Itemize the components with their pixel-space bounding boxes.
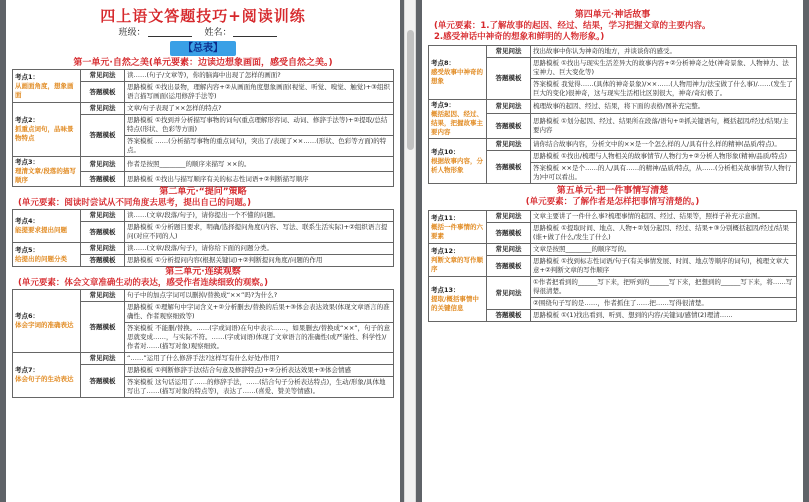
category-label: 答题模板 <box>487 58 531 100</box>
kp4-cell: 考点4： 能提要求提出问题 <box>13 210 81 243</box>
kp12-template: 思路模板 ①找到标志性词语/句子(有关事情发展、时间、地点等顺序的词句)，梳理文章大意+②判断文章的写作顺序 <box>531 256 797 277</box>
kp2-template: 思路模板 ①找到并分析描写事物的词句(重点理解形容词、动词、修辞手法等)+②提取/总结特点(形状、色彩等方面) <box>125 115 394 136</box>
category-label: 答题模板 <box>81 115 125 157</box>
unit5-table <box>428 210 797 322</box>
category-label: 答题模板 <box>487 151 531 184</box>
kp12-question: 文章是按照________的顺序写的。 <box>531 244 797 256</box>
kp7-question: “……”运用了什么修辞手法?这样写有什么好处/作用? <box>125 353 394 365</box>
category-label: 答题模板 <box>487 114 531 139</box>
kp1-question: 读……(句子/文章等)，你的脑海中出现了怎样的画面? <box>125 70 394 82</box>
kp11-question: 文章主要讲了一件什么事?梳理事情的起因、经过、结果等，照样子补充示意图。 <box>531 211 797 223</box>
kp8-answer: 答案模板 我觉得……(具体的神奇景象)/××……(人物用神力/法宝做了什么事)/……(发生了巨大的变化)很神奇，这与现实生活相比区别很大，神奇/奇幻极了。 <box>531 79 797 100</box>
kp11-template: 思路模板 ①提取时间、地点、人物+②划分起因、经过、结果+③分别概括起因/经过/结果(谁+做了什么/发生了什么) <box>531 223 797 244</box>
unit2-requirement: (单元要素：阅读时尝试从不同角度去思考，提出自己的问题。) <box>18 198 252 208</box>
kp8-cell: 考点8： 感受故事中神奇的想象 <box>429 46 487 100</box>
kp9-question: 梳理故事的起因、经过、结果，将下面的表格/图补充完整。 <box>531 100 797 114</box>
unit3-requirement: (单元要素：体会文章准确生动的表达，感受作者连续细致的观察。) <box>18 278 269 288</box>
student-info-line <box>12 26 394 40</box>
category-label: 常见问法 <box>81 243 125 255</box>
category-label: 答题模板 <box>81 172 125 187</box>
unit4-table <box>428 45 797 184</box>
kp9-cell: 考点9： 概括起因、经过、结果，把握故事主要内容 <box>429 100 487 139</box>
category-label: 常见问法 <box>81 290 125 302</box>
kp13-question-1: ①作者把看到的______写下来，把听到的______写下来，把想到的______写下来，将……写得很清楚。 <box>531 277 797 298</box>
kp3-question: 作者是按照________的顺序来描写 ××的。 <box>125 157 394 172</box>
kp6-answer: 答案模板 不能删/替换。……(字或词语)在句中表示……，如果删去/替换成“××”，句子的意思就变成……，与实际不符。……(字或词语)体现了文章语言的准确性(或严谨性、科学性)/作者对……(描写对象)观察细致。 <box>125 323 394 353</box>
category-label: 答题模板 <box>487 223 531 244</box>
kp12-cell: 考点12： 判断文章的写作顺序 <box>429 244 487 277</box>
category-label: 常见问法 <box>81 353 125 365</box>
kp1-cell: 考点1： 从画面角度，想象画面 <box>13 70 81 103</box>
category-label: 常见问法 <box>487 277 531 310</box>
category-label: 常见问法 <box>81 70 125 82</box>
kp6-cell: 考点6： 体会字词的准确表达 <box>13 290 81 353</box>
left-page <box>6 0 400 502</box>
kp2-cell: 考点2： 抓重点词句，品味景物特点 <box>13 103 81 157</box>
name-label: 姓名： <box>204 28 232 38</box>
category-label: 常见问法 <box>81 157 125 172</box>
kp5-cell: 考点5： 给提出的问题分类 <box>13 243 81 267</box>
class-label: 班级： <box>118 28 146 38</box>
kp3-cell: 考点3： 理清文章/段落的描写顺序 <box>13 157 81 187</box>
category-label: 常见问法 <box>487 100 531 114</box>
unit3-title: 第三单元·连续观察 <box>165 267 241 277</box>
right-page <box>422 0 803 502</box>
category-label: 常见问法 <box>81 103 125 115</box>
kp4-question: 读……(文章/段落/句子)，请你提出一个不懂的问题。 <box>125 210 394 222</box>
category-label: 常见问法 <box>487 244 531 256</box>
category-label: 常见问法 <box>487 46 531 58</box>
kp13-cell: 考点13： 提取/概括事情中的关键信息 <box>429 277 487 322</box>
category-label: 常见问法 <box>81 210 125 222</box>
document-title: 四上语文答题技巧+阅读训练 <box>100 7 306 25</box>
kp7-template: 思路模板 ①判断修辞手法(结合句意及修辞特点)+②分析表达效果+③体会情感 <box>125 365 394 377</box>
category-label: 答题模板 <box>81 365 125 398</box>
unit5-requirement: (单元要素：了解作者是怎样把事情写清楚的。) <box>525 197 700 207</box>
unit3-table <box>12 289 394 398</box>
scrollbar-thumb[interactable] <box>407 30 414 150</box>
category-label: 答题模板 <box>81 222 125 243</box>
category-label: 答题模板 <box>81 255 125 267</box>
kp2-answer: 答案模板 ……(分析描写事物的重点词句)，突出了/表现了××……(形状、色彩等方面)的特点。 <box>125 136 394 157</box>
unit4-title: 第四单元·神话故事 <box>574 10 651 20</box>
class-blank[interactable] <box>148 28 192 37</box>
unit1-title: 第一单元·自然之美(单元要素：边读边想象画面，感受自然之美。) <box>73 58 333 68</box>
category-label: 常见问法 <box>487 139 531 151</box>
kp11-cell: 考点11： 概括一件事情的六要素 <box>429 211 487 244</box>
category-label: 常见问法 <box>487 211 531 223</box>
kp2-question: 文章/句子表现了××怎样的特点? <box>125 103 394 115</box>
unit5-title: 第五单元·把一件事情写清楚 <box>556 186 669 196</box>
kp7-answer: 答案模板 这句话运用了……的修辞手法，……(结合句子分析表达特点)，生动/形象/具体地写出了……(描写对象的特点等)，表达了……(喜爱、赞美等情感)。 <box>125 377 394 398</box>
kp10-question: 请你结合故事内容，分析文中的××是一个怎么样的人/具有什么样的精神(品质/特点)。 <box>531 139 797 151</box>
unit4-requirement-1: (单元要素：1.了解故事的起因、经过、结果，学习把握文章的主要内容。 <box>434 21 711 31</box>
kp13-question-2: ②围绕句子写的是……，作者抓住了……把……写得很清楚。 <box>531 298 797 310</box>
kp1-template: 思路模板 ①找出景物，理解内容+②从画面角度想象画面(视觉、听觉、嗅觉、触觉)+③组织语言描写画面(运用修辞手法等) <box>125 82 394 103</box>
kp10-cell: 考点10： 根据故事内容，分析人物形象 <box>429 139 487 184</box>
kp10-template: 思路模板 ①找出/梳理与人物相关的故事情节/人物行为+②分析人物形象(精神/品质/特点) <box>531 151 797 163</box>
kp5-template: 思路模板 ①分析提问内容(根据关键词)+②判断提问角度/问题的作用 <box>125 255 394 267</box>
kp4-template: 思路模板 ①分析题目要求，明确/选择提问角度(内容、写法、联系生活实际)+②组织语言提问(对应不同的人) <box>125 222 394 243</box>
category-label: 答题模板 <box>487 256 531 277</box>
kp9-template: 思路模板 ①划分起因、经过、结果所在段落/语句+②抓关键语句，概括起因/经过/结果/主要内容 <box>531 114 797 139</box>
name-blank[interactable] <box>233 28 277 37</box>
category-label: 答题模板 <box>81 302 125 353</box>
kp8-question: 找出故事中你认为神奇的地方，并谈谈你的感受。 <box>531 46 797 58</box>
summary-tag: 【总表】 <box>170 41 236 56</box>
vertical-scrollbar[interactable] <box>404 0 416 502</box>
kp6-template: 思路模板 ①理解句中字词含义+②分析删去/替换的后果+③体会表达效果(体现文章语言的准确性、作者观察细致等) <box>125 302 394 323</box>
unit1-table <box>12 69 394 187</box>
unit2-title: 第二单元·“提问”策略 <box>159 187 247 197</box>
kp6-question: 句子中的加点字词可以删掉/替换成“××”吗?为什么? <box>125 290 394 302</box>
kp13-template: 思路模板 ①(1)找出看到、听到、想到的内容/关键词/感情(2)理清…… <box>531 310 797 322</box>
kp8-template: 思路模板 ①找出与现实生活差异大的故事内容+②分析神奇之处(神奇景象、人物神力、法宝神力、巨大变化等) <box>531 58 797 79</box>
kp7-cell: 考点7： 体会句子的生动表达 <box>13 353 81 398</box>
kp5-question: 读……(文章/段落/句子)，请你给下面的问题分类。 <box>125 243 394 255</box>
category-label: 答题模板 <box>487 310 531 322</box>
kp3-template: 思路模板 ①找出与描写顺序有关的标志性词语+②判断描写顺序 <box>125 172 394 187</box>
unit4-requirement-2: 2.感受神话中神奇的想象和鲜明的人物形象。) <box>434 32 605 42</box>
category-label: 答题模板 <box>81 82 125 103</box>
unit2-table <box>12 209 394 267</box>
kp10-answer: 答案模板 ××是个……的人/具有……的精神/品质/特点，从……(分析相关故事情节/人物行为)中可以看出。 <box>531 163 797 184</box>
